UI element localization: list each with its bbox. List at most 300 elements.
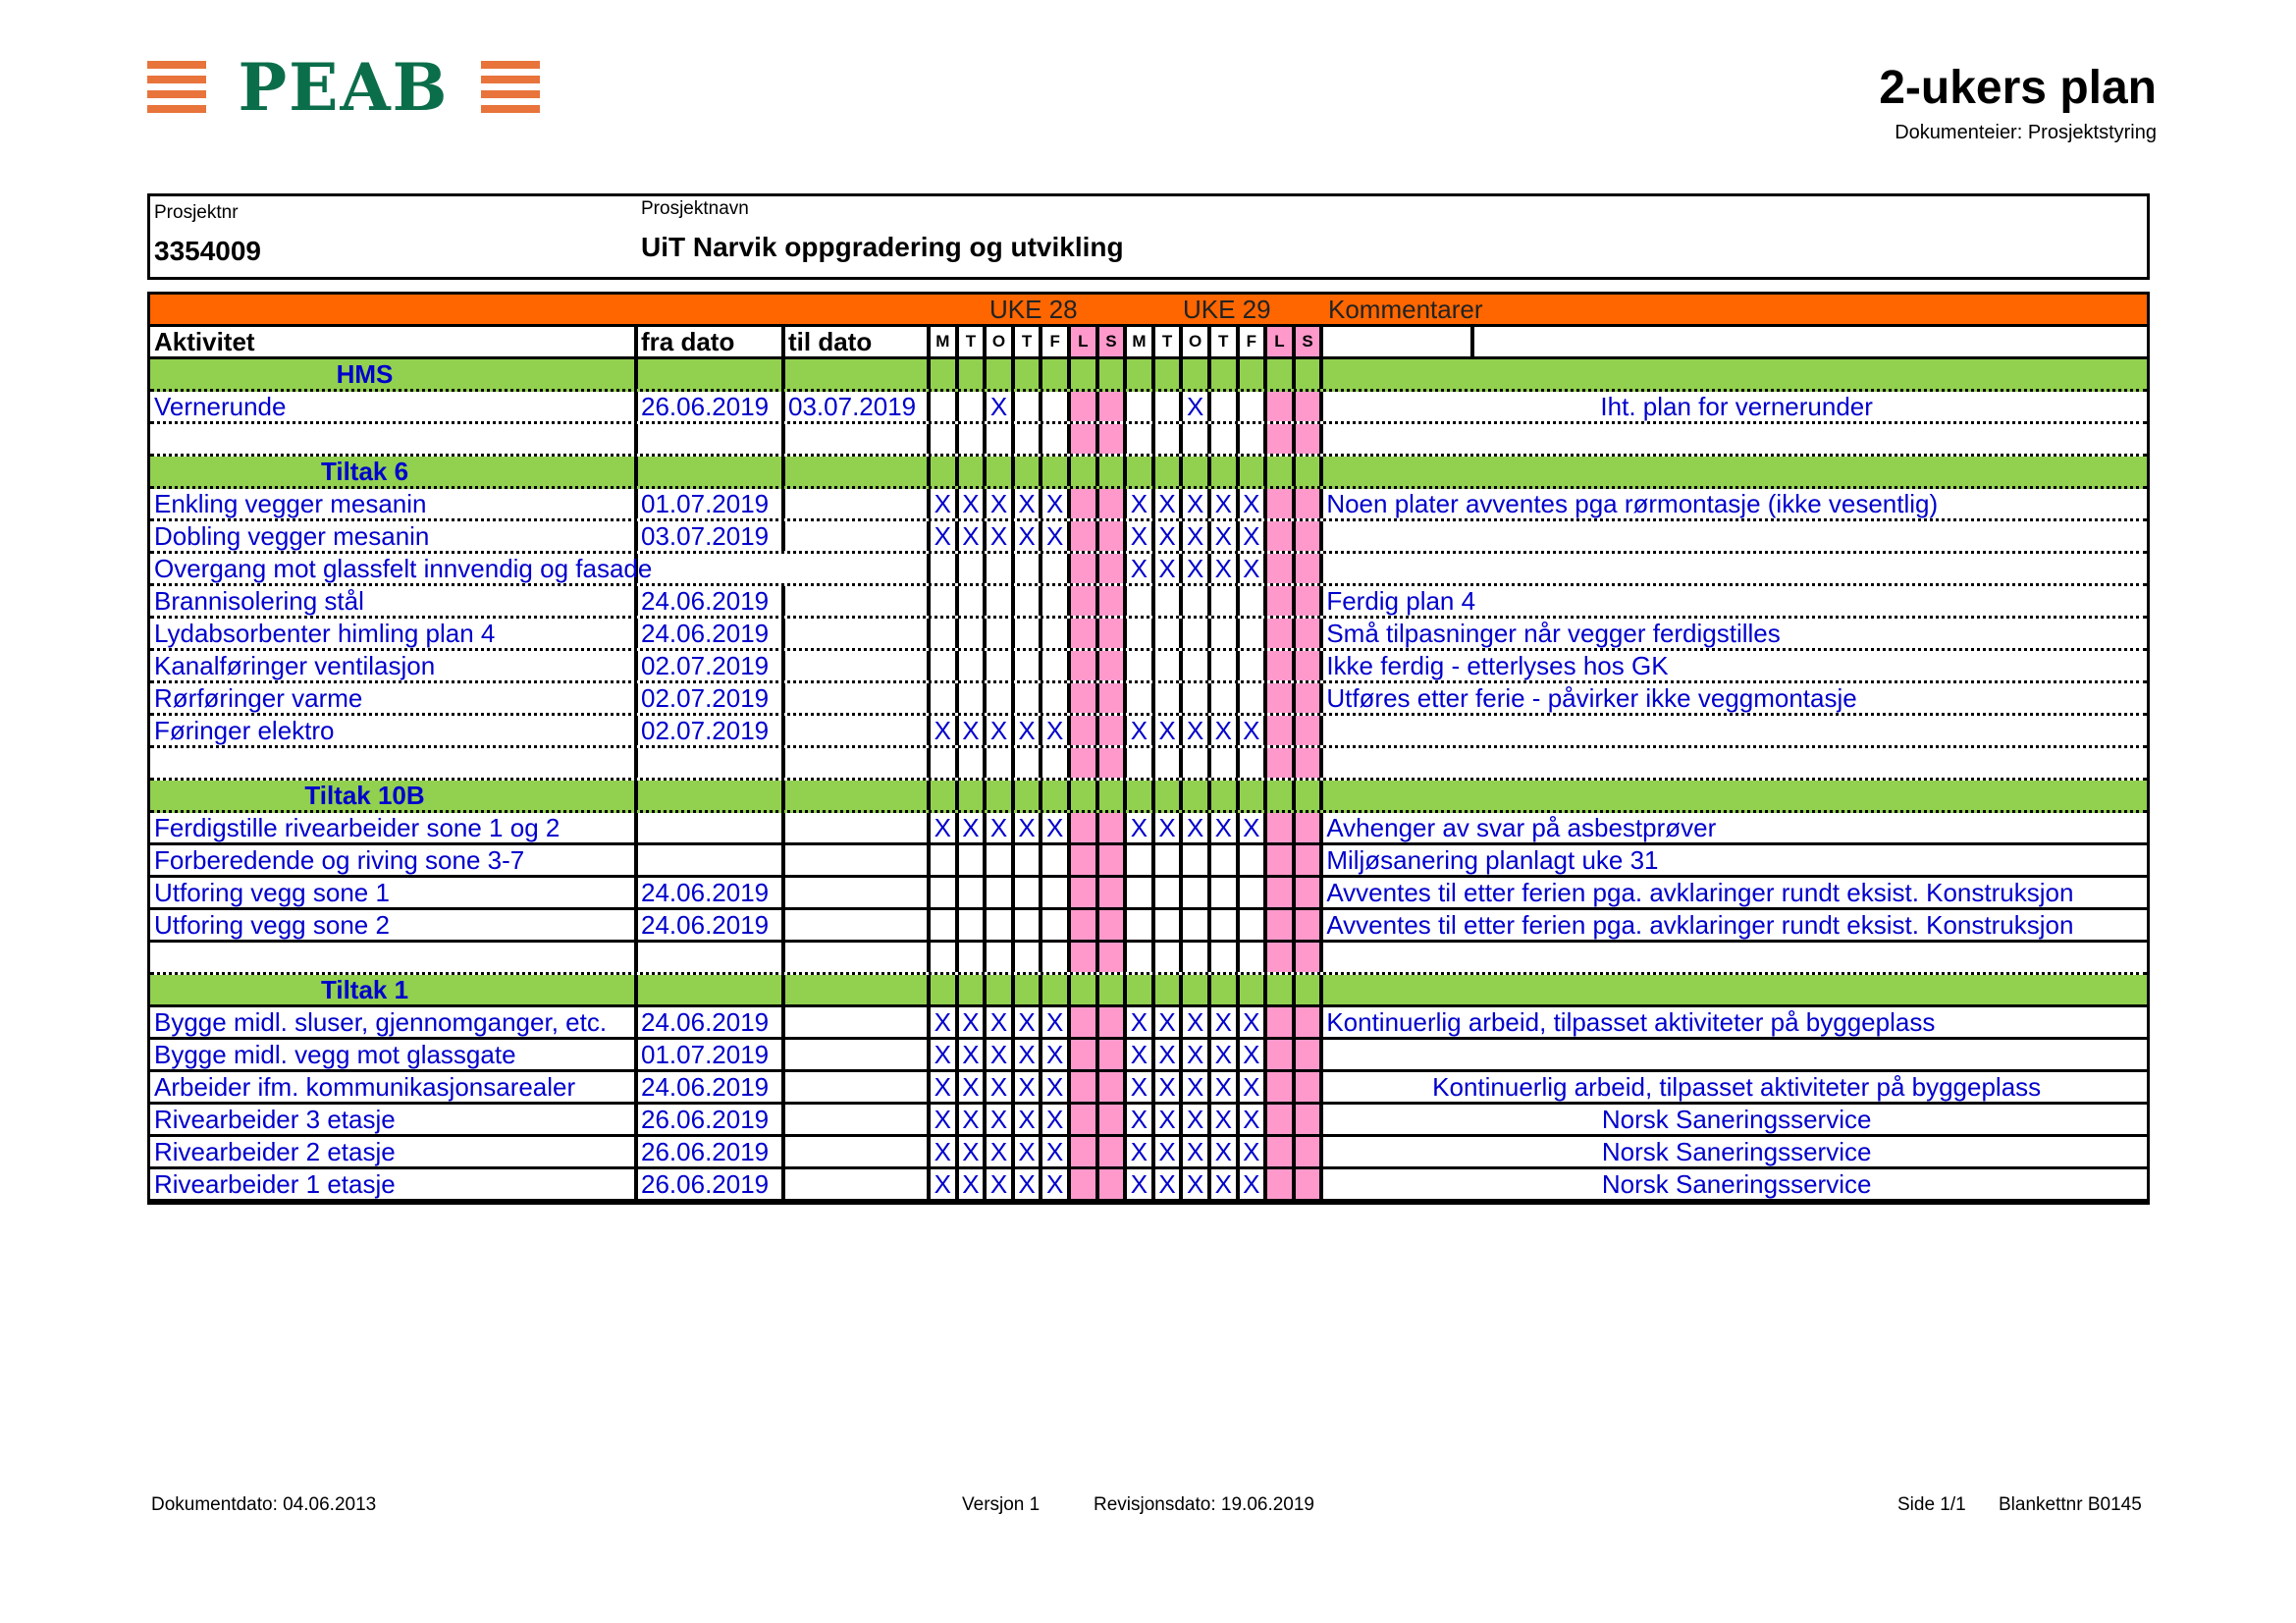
day-mark: X <box>1183 1169 1211 1199</box>
day-mark: X <box>1240 1169 1268 1199</box>
from-date: 26.06.2019 <box>638 1169 785 1199</box>
day-cell <box>1296 554 1324 583</box>
day-mark: X <box>959 1040 988 1069</box>
to-date <box>785 975 931 1004</box>
day-mark: X <box>1015 1040 1043 1069</box>
activity-name: Bygge midl. sluser, gjennomganger, etc. <box>150 1007 638 1037</box>
day-header: S <box>1099 327 1128 356</box>
activity-row <box>150 845 2147 878</box>
day-cell <box>1267 1169 1296 1199</box>
day-cell <box>1240 457 1268 486</box>
day-mark: X <box>1127 1007 1155 1037</box>
day-mark: X <box>1127 813 1155 842</box>
day-header: F <box>1240 327 1268 356</box>
to-date <box>785 845 931 875</box>
section-row <box>150 975 2147 1007</box>
day-mark: X <box>931 716 959 745</box>
day-mark: X <box>1155 1072 1184 1102</box>
day-mark: X <box>1240 1072 1268 1102</box>
comment <box>1323 943 2147 972</box>
day-cell <box>1071 748 1099 778</box>
day-mark: X <box>1183 554 1211 583</box>
day-cell <box>1211 457 1240 486</box>
day-cell <box>1155 424 1184 454</box>
day-cell <box>1099 878 1128 907</box>
day-cell <box>1211 359 1240 389</box>
day-mark: X <box>1127 1137 1155 1166</box>
week-header-row <box>150 295 2147 327</box>
day-cell <box>1296 489 1324 518</box>
to-date <box>785 521 931 551</box>
day-cell <box>1155 359 1184 389</box>
from-date <box>638 943 785 972</box>
day-cell <box>1071 910 1099 940</box>
to-date <box>785 554 931 583</box>
day-cell <box>1071 975 1099 1004</box>
comment: Norsk Saneringsservice <box>1601 1169 1872 1199</box>
from-date <box>638 813 785 842</box>
day-mark: X <box>1183 1007 1211 1037</box>
day-mark: X <box>1211 1072 1240 1102</box>
activity-name: Utforing vegg sone 1 <box>150 878 638 907</box>
from-date: 01.07.2019 <box>638 1040 785 1069</box>
day-cell <box>1015 781 1043 810</box>
day-cell <box>1296 975 1324 1004</box>
to-date <box>785 878 931 907</box>
day-cell <box>1127 781 1155 810</box>
day-cell <box>987 554 1015 583</box>
day-cell <box>931 683 959 713</box>
day-cell <box>1071 1105 1099 1134</box>
day-mark: X <box>959 1007 988 1037</box>
day-cell <box>1015 457 1043 486</box>
comment: Kontinuerlig arbeid, tilpasset aktiviteter på byggeplass <box>1326 1007 1936 1037</box>
day-cell <box>987 975 1015 1004</box>
day-cell <box>1240 619 1268 648</box>
day-cell <box>1240 748 1268 778</box>
day-cell <box>1015 619 1043 648</box>
day-cell <box>1099 845 1128 875</box>
peab-logo <box>147 49 540 126</box>
day-mark: X <box>1211 1105 1240 1134</box>
from-date: 01.07.2019 <box>638 489 785 518</box>
section-row <box>150 359 2147 392</box>
day-mark: X <box>1240 1040 1268 1069</box>
comment <box>1323 359 2147 389</box>
day-cell <box>1015 424 1043 454</box>
day-cell <box>1296 651 1324 680</box>
day-mark: X <box>1240 1105 1268 1134</box>
day-cell <box>1183 359 1211 389</box>
day-mark: X <box>1042 521 1071 551</box>
day-mark: X <box>1155 1040 1184 1069</box>
day-cell <box>1267 943 1296 972</box>
day-cell <box>1127 910 1155 940</box>
day-cell <box>1099 975 1128 1004</box>
day-mark: X <box>1042 1072 1071 1102</box>
activity-row <box>150 683 2147 716</box>
day-cell <box>1296 1007 1324 1037</box>
project-name: UiT Narvik oppgradering og utvikling <box>641 232 1124 262</box>
day-cell <box>959 619 988 648</box>
day-cell <box>1042 424 1071 454</box>
day-mark: X <box>987 813 1015 842</box>
to-date <box>785 813 931 842</box>
day-cell <box>1099 813 1128 842</box>
day-cell <box>1155 845 1184 875</box>
to-date: 03.07.2019 <box>785 392 931 421</box>
day-cell <box>1183 457 1211 486</box>
project-number-label: Prosjektnr <box>154 202 239 223</box>
col-header-activity: Aktivitet <box>150 327 638 356</box>
day-header: T <box>1211 327 1240 356</box>
activity-name: Ferdigstille rivearbeider sone 1 og 2 <box>150 813 638 842</box>
day-cell <box>1296 1072 1324 1102</box>
day-cell <box>1267 716 1296 745</box>
day-cell <box>1127 619 1155 648</box>
footer-form-number: Blankettnr B0145 <box>1999 1494 2142 1515</box>
day-header: F <box>1042 327 1071 356</box>
day-mark: X <box>1240 1007 1268 1037</box>
activity-row <box>150 1137 2147 1169</box>
day-mark: X <box>1211 489 1240 518</box>
day-cell <box>1296 392 1324 421</box>
comment <box>1323 716 2147 745</box>
day-cell <box>1015 683 1043 713</box>
day-cell <box>1071 392 1099 421</box>
to-date <box>785 1007 931 1037</box>
day-mark: X <box>1042 489 1071 518</box>
day-header: O <box>1183 327 1211 356</box>
day-mark: X <box>1015 1105 1043 1134</box>
day-cell <box>1042 554 1071 583</box>
from-date <box>638 781 785 810</box>
day-cell <box>1155 651 1184 680</box>
day-cell <box>1127 878 1155 907</box>
day-cell <box>959 943 988 972</box>
day-mark: X <box>1211 716 1240 745</box>
day-mark: X <box>931 489 959 518</box>
day-cell <box>1267 910 1296 940</box>
to-date <box>785 586 931 616</box>
day-cell <box>1099 424 1128 454</box>
day-cell <box>1099 619 1128 648</box>
day-cell <box>1267 359 1296 389</box>
day-header: S <box>1296 327 1324 356</box>
day-cell <box>1267 813 1296 842</box>
day-cell <box>931 392 959 421</box>
day-mark: X <box>987 1007 1015 1037</box>
day-cell <box>1211 943 1240 972</box>
day-cell <box>1099 586 1128 616</box>
day-cell <box>1155 781 1184 810</box>
from-date: 24.06.2019 <box>638 586 785 616</box>
comment: Norsk Saneringsservice <box>1601 1137 1872 1166</box>
day-header: M <box>1127 327 1155 356</box>
to-date <box>785 910 931 940</box>
to-date <box>785 457 931 486</box>
day-mark: X <box>1127 554 1155 583</box>
day-cell <box>1211 424 1240 454</box>
comment <box>1323 748 2147 778</box>
day-cell <box>931 845 959 875</box>
footer-version: Versjon 1 <box>962 1494 1041 1515</box>
day-cell <box>959 878 988 907</box>
day-cell <box>1015 651 1043 680</box>
comment: Avhenger av svar på asbestprøver <box>1326 813 1717 842</box>
day-cell <box>1155 457 1184 486</box>
day-cell <box>1267 1137 1296 1166</box>
day-cell <box>1042 457 1071 486</box>
day-cell <box>959 424 988 454</box>
day-header: O <box>987 327 1015 356</box>
day-mark: X <box>987 521 1015 551</box>
activity-row <box>150 619 2147 651</box>
day-cell <box>1183 651 1211 680</box>
two-week-plan-table <box>147 292 2150 1205</box>
from-date: 24.06.2019 <box>638 1007 785 1037</box>
day-cell <box>931 878 959 907</box>
day-cell <box>1127 845 1155 875</box>
to-date <box>785 781 931 810</box>
day-cell <box>931 359 959 389</box>
day-cell <box>1071 586 1099 616</box>
day-header: L <box>1071 327 1099 356</box>
day-mark: X <box>1183 716 1211 745</box>
day-cell <box>1240 359 1268 389</box>
day-mark: X <box>1240 1137 1268 1166</box>
day-mark: X <box>1015 1072 1043 1102</box>
day-cell <box>1099 554 1128 583</box>
comment: Ikke ferdig - etterlyses hos GK <box>1326 651 1669 680</box>
comment: Avventes til etter ferien pga. avklaringer rundt eksist. Konstruksjon <box>1326 878 2074 907</box>
from-date: 24.06.2019 <box>638 619 785 648</box>
section-title: Tiltak 6 <box>150 457 638 486</box>
day-cell <box>1296 943 1324 972</box>
day-header: T <box>959 327 988 356</box>
day-mark: X <box>1183 1072 1211 1102</box>
day-cell <box>1296 521 1324 551</box>
day-cell <box>1071 943 1099 972</box>
to-date <box>785 1137 931 1166</box>
day-header: M <box>931 327 959 356</box>
day-cell <box>1296 586 1324 616</box>
day-cell <box>1042 943 1071 972</box>
activity-row <box>150 1040 2147 1072</box>
day-mark: X <box>1015 489 1043 518</box>
day-cell <box>987 943 1015 972</box>
week-28-label: UKE 28 <box>989 295 1078 324</box>
week-29-label: UKE 29 <box>1183 295 1271 324</box>
day-cell <box>1240 683 1268 713</box>
day-mark: X <box>1211 521 1240 551</box>
from-date: 26.06.2019 <box>638 1105 785 1134</box>
activity-row <box>150 910 2147 943</box>
to-date <box>785 1040 931 1069</box>
day-mark: X <box>987 1040 1015 1069</box>
day-mark: X <box>1183 1040 1211 1069</box>
day-cell <box>1267 457 1296 486</box>
day-cell <box>1296 683 1324 713</box>
day-cell <box>1099 1105 1128 1134</box>
activity-row <box>150 651 2147 683</box>
day-mark: X <box>1240 489 1268 518</box>
day-cell <box>1099 716 1128 745</box>
col-header-comments <box>1323 327 2147 356</box>
day-header: T <box>1015 327 1043 356</box>
project-number: 3354009 <box>154 236 262 266</box>
day-cell <box>1099 1072 1128 1102</box>
day-cell <box>1071 878 1099 907</box>
day-mark: X <box>1155 1169 1184 1199</box>
col-header-from: fra dato <box>638 327 785 356</box>
day-cell <box>1071 619 1099 648</box>
day-cell <box>1099 683 1128 713</box>
comment <box>1323 457 2147 486</box>
day-cell <box>1015 845 1043 875</box>
day-cell <box>1015 910 1043 940</box>
day-mark: X <box>987 392 1015 421</box>
activity-row <box>150 521 2147 554</box>
day-cell <box>959 392 988 421</box>
day-cell <box>1155 619 1184 648</box>
activity-row <box>150 554 2147 586</box>
from-date: 02.07.2019 <box>638 716 785 745</box>
day-cell <box>987 781 1015 810</box>
day-cell <box>1211 619 1240 648</box>
day-cell <box>1099 457 1128 486</box>
day-cell <box>1155 683 1184 713</box>
day-mark: X <box>1015 1137 1043 1166</box>
day-mark: X <box>1042 1007 1071 1037</box>
activity-name <box>150 554 653 583</box>
day-cell <box>1099 651 1128 680</box>
day-cell <box>959 457 988 486</box>
day-mark: X <box>959 489 988 518</box>
day-cell <box>1071 1040 1099 1069</box>
day-cell <box>987 586 1015 616</box>
logo-wordmark: PEAB <box>238 49 450 126</box>
day-cell <box>987 878 1015 907</box>
from-date: 26.06.2019 <box>638 392 785 421</box>
day-cell <box>1267 554 1296 583</box>
comment: Miljøsanering planlagt uke 31 <box>1326 845 1659 875</box>
day-cell <box>959 781 988 810</box>
section-title: Tiltak 1 <box>150 975 638 1004</box>
comments-header: Kommentarer <box>1328 295 1483 324</box>
day-cell <box>1155 910 1184 940</box>
section-title: Tiltak 10B <box>150 781 638 810</box>
day-mark: X <box>1240 554 1268 583</box>
day-cell <box>1127 651 1155 680</box>
day-cell <box>1071 554 1099 583</box>
day-mark: X <box>1183 1105 1211 1134</box>
day-cell <box>1099 1137 1128 1166</box>
day-cell <box>1071 521 1099 551</box>
day-cell <box>1099 521 1128 551</box>
from-date <box>638 975 785 1004</box>
day-cell <box>1267 683 1296 713</box>
document-owner: Dokumenteier: Prosjektstyring <box>1895 122 2157 143</box>
day-mark: X <box>1155 1007 1184 1037</box>
day-cell <box>1267 975 1296 1004</box>
from-date: 26.06.2019 <box>638 1137 785 1166</box>
day-mark: X <box>1127 489 1155 518</box>
day-mark: X <box>931 813 959 842</box>
day-cell <box>1296 716 1324 745</box>
comment <box>1323 554 2147 583</box>
day-mark: X <box>959 813 988 842</box>
day-mark: X <box>959 1169 988 1199</box>
day-cell <box>1071 716 1099 745</box>
day-mark: X <box>1211 1169 1240 1199</box>
day-mark: X <box>1183 521 1211 551</box>
activity-name: Føringer elektro <box>150 716 638 745</box>
day-mark: X <box>1042 1169 1071 1199</box>
day-cell <box>931 619 959 648</box>
logo-stripes-left <box>147 61 206 114</box>
day-cell <box>1042 392 1071 421</box>
day-cell <box>1183 619 1211 648</box>
comment: Noen plater avventes pga rørmontasje (ikke vesentlig) <box>1326 489 1939 518</box>
day-mark: X <box>1183 489 1211 518</box>
day-cell <box>1127 586 1155 616</box>
day-mark: X <box>1127 1105 1155 1134</box>
day-mark: X <box>1183 392 1211 421</box>
day-cell <box>987 845 1015 875</box>
from-date <box>638 424 785 454</box>
day-cell <box>1211 910 1240 940</box>
day-cell <box>1267 392 1296 421</box>
day-mark: X <box>931 1169 959 1199</box>
day-cell <box>987 651 1015 680</box>
comment <box>1323 521 2147 551</box>
activity-name: Rivearbeider 1 etasje <box>150 1169 638 1199</box>
activity-row <box>150 1169 2147 1202</box>
day-mark: X <box>1042 1137 1071 1166</box>
day-cell <box>987 910 1015 940</box>
activity-name: Utforing vegg sone 2 <box>150 910 638 940</box>
day-cell <box>1071 845 1099 875</box>
day-cell <box>1183 586 1211 616</box>
comment <box>1323 975 2147 1004</box>
day-mark: X <box>1042 813 1071 842</box>
day-cell <box>959 910 988 940</box>
footer-document-date: Dokumentdato: 04.06.2013 <box>151 1494 377 1515</box>
section-row <box>150 781 2147 813</box>
day-cell <box>1267 748 1296 778</box>
day-cell <box>1211 878 1240 907</box>
day-cell <box>1296 359 1324 389</box>
day-cell <box>987 683 1015 713</box>
day-cell <box>931 457 959 486</box>
day-mark: X <box>931 1007 959 1037</box>
day-header: T <box>1155 327 1184 356</box>
day-mark: X <box>959 716 988 745</box>
day-cell <box>931 424 959 454</box>
day-cell <box>1211 748 1240 778</box>
day-cell <box>1240 878 1268 907</box>
day-cell <box>1240 392 1268 421</box>
from-date <box>638 748 785 778</box>
day-cell <box>931 910 959 940</box>
to-date <box>785 683 931 713</box>
day-cell <box>1155 748 1184 778</box>
day-mark: X <box>1042 716 1071 745</box>
day-mark: X <box>959 1072 988 1102</box>
comment <box>1323 424 2147 454</box>
day-cell <box>959 845 988 875</box>
